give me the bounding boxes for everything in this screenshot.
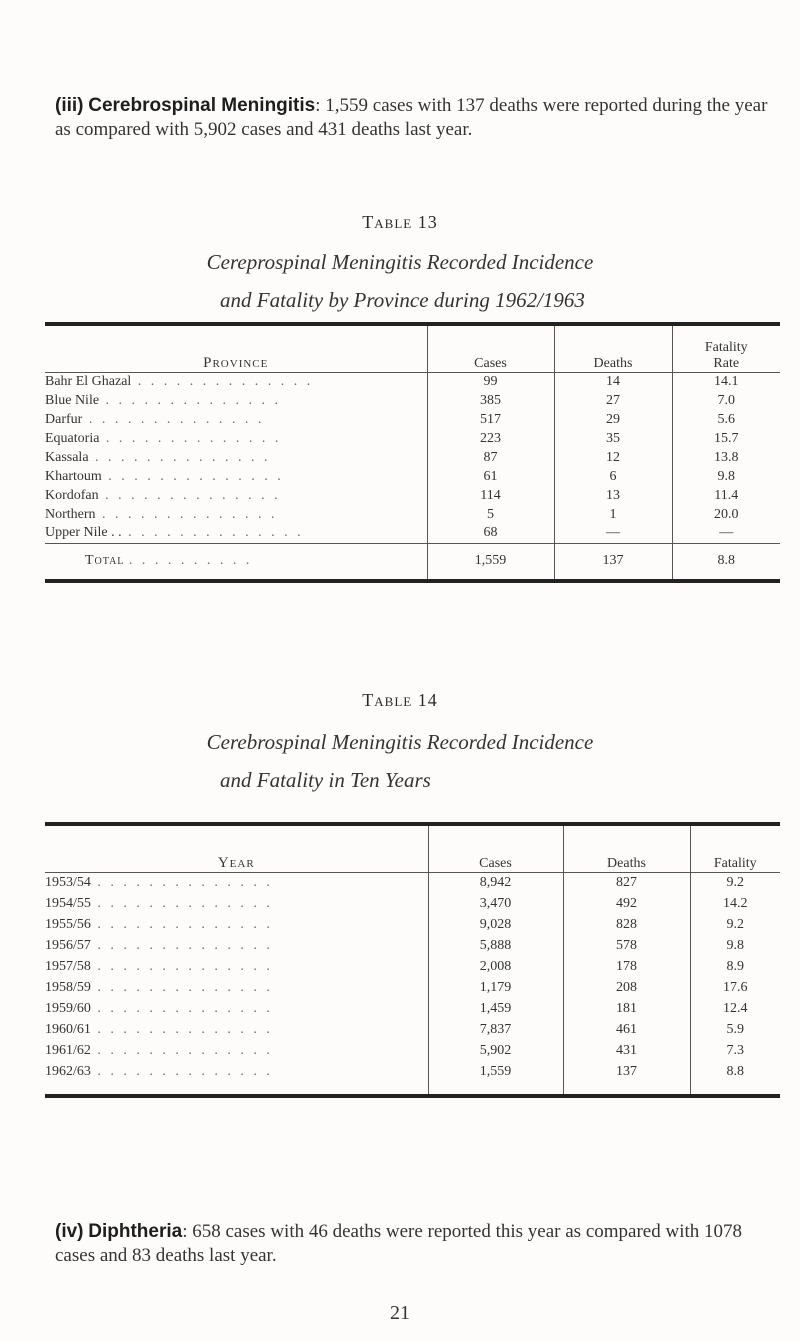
- table-row: [45, 486, 780, 505]
- table13-row-cases: 114: [427, 486, 554, 505]
- table14-row-cases: 8,942: [428, 872, 563, 893]
- table14-row-label: 1953/54 . . . . . . . . . . . . . .: [45, 874, 273, 890]
- table14-row-rate: 9.2: [690, 914, 780, 935]
- section-text: : 658 cases with 46 deaths were reported this year as compared with 1078 cases and 83 deaths last year.: [55, 1221, 743, 1266]
- table-row: [45, 914, 780, 935]
- table14-row-rate: 12.4: [690, 998, 780, 1019]
- table14-row-cases: 9,028: [428, 914, 563, 935]
- table-row: [45, 935, 780, 956]
- table13-row-deaths: 1: [554, 505, 672, 524]
- table13-row-deaths: 29: [554, 410, 672, 429]
- table13-header-cases: Cases: [427, 326, 554, 372]
- table14-row-deaths: 178: [563, 956, 690, 977]
- table13-row-cases: 385: [427, 391, 554, 410]
- table14-row-cases: 5,888: [428, 935, 563, 956]
- table13-row-cases: 223: [427, 429, 554, 448]
- table13-row-cases: 61: [427, 467, 554, 486]
- table14-row-cases: 5,902: [428, 1040, 563, 1061]
- table14-row-deaths: 492: [563, 893, 690, 914]
- table13-row-rate: 5.6: [672, 410, 780, 429]
- table13-row-cases: 68: [427, 524, 554, 543]
- table-row: [45, 505, 780, 524]
- table14-row-label: 1954/55 . . . . . . . . . . . . . .: [45, 895, 273, 911]
- table-row: [45, 410, 780, 429]
- table13-row-rate: 9.8: [672, 467, 780, 486]
- table13-number: Table 13: [362, 212, 438, 232]
- table14-row-cases: 1,559: [428, 1061, 563, 1082]
- table14-row-cases: 1,179: [428, 977, 563, 998]
- meningitis-paragraph: [55, 94, 775, 142]
- page-number: 21: [390, 1302, 410, 1324]
- table14-header-deaths: Deaths: [563, 826, 690, 872]
- table13-row-rate: 13.8: [672, 448, 780, 467]
- table13-row-rate: —: [672, 524, 780, 543]
- table13-total-label: Total . . . . . . . . . .: [45, 543, 427, 579]
- table14-row-rate: 5.9: [690, 1019, 780, 1040]
- table14: [45, 822, 780, 1098]
- table13-row-rate: 7.0: [672, 391, 780, 410]
- table14-row-deaths: 828: [563, 914, 690, 935]
- table-row: [45, 467, 780, 486]
- table13-row-rate: 20.0: [672, 505, 780, 524]
- table-row: [45, 977, 780, 998]
- section-marker: (iii): [55, 95, 84, 116]
- table14-row-label: 1957/58 . . . . . . . . . . . . . .: [45, 958, 273, 974]
- table14-row-rate: 8.8: [690, 1061, 780, 1082]
- table14-row-rate: 9.2: [690, 872, 780, 893]
- table13-row-label: Khartoum . . . . . . . . . . . . . .: [45, 468, 284, 484]
- table13-row-label: Darfur . . . . . . . . . . . . . .: [45, 411, 265, 427]
- table14-row-deaths: 461: [563, 1019, 690, 1040]
- table13-header-province: Province: [45, 326, 427, 372]
- table13-row-cases: 5: [427, 505, 554, 524]
- table14-header-year: Year: [45, 826, 428, 872]
- diphtheria-paragraph: [55, 1220, 775, 1268]
- table13-total-deaths: 137: [554, 543, 672, 579]
- table-row: [45, 956, 780, 977]
- table13-row-deaths: 14: [554, 372, 672, 391]
- table13-row-cases: 517: [427, 410, 554, 429]
- table13: [45, 322, 780, 583]
- table13-row-deaths: —: [554, 524, 672, 543]
- table13-row-label: Bahr El Ghazal . . . . . . . . . . . . . .: [45, 373, 314, 389]
- table13-header-fatality: Fatality Rate: [672, 326, 780, 372]
- table13-row-rate: 15.7: [672, 429, 780, 448]
- table14-row-deaths: 827: [563, 872, 690, 893]
- section-marker: (iv): [55, 1221, 84, 1242]
- table13-row-deaths: 12: [554, 448, 672, 467]
- table13-row-label: Equatoria . . . . . . . . . . . . . .: [45, 430, 282, 446]
- table14-row-deaths: 137: [563, 1061, 690, 1082]
- table13-caption-2: and Fatality by Province during 1962/1963: [220, 288, 585, 312]
- table14-row-rate: 14.2: [690, 893, 780, 914]
- table14-row-label: 1961/62 . . . . . . . . . . . . . .: [45, 1042, 273, 1058]
- table13-row-label: Upper Nile . . . . . . . . . . . . . . . .: [45, 525, 304, 541]
- table13-row-label: Kordofan . . . . . . . . . . . . . .: [45, 487, 281, 503]
- table-row: [45, 872, 780, 893]
- table14-caption-2: and Fatality in Ten Years: [220, 768, 431, 792]
- table14-row-deaths: 431: [563, 1040, 690, 1061]
- table-row: [45, 524, 780, 543]
- table14-row-rate: 17.6: [690, 977, 780, 998]
- table-row: [45, 391, 780, 410]
- table13-row-rate: 14.1: [672, 372, 780, 391]
- table14-row-deaths: 578: [563, 935, 690, 956]
- table14-row-deaths: 208: [563, 977, 690, 998]
- section-text: : 1,559 cases with 137 deaths were reported during the year as compared with 5,902 cases and 431 deaths last year.: [55, 95, 768, 140]
- table-row: [45, 893, 780, 914]
- table14-header-fatality: Fatality: [690, 826, 780, 872]
- table13-caption-1: Cereprospinal Meningitis Recorded Incidence: [206, 250, 594, 274]
- table14-row-label: 1958/59 . . . . . . . . . . . . . .: [45, 979, 273, 995]
- table-row: [45, 372, 780, 391]
- table14-number: Table 14: [362, 690, 438, 710]
- table-row: [45, 1019, 780, 1040]
- table14-row-cases: 1,459: [428, 998, 563, 1019]
- section-heading: Cerebrospinal Meningitis: [88, 95, 316, 116]
- table-row: [45, 448, 780, 467]
- table13-total-rate: 8.8: [672, 543, 780, 579]
- table13-row-deaths: 27: [554, 391, 672, 410]
- table14-row-label: 1959/60 . . . . . . . . . . . . . .: [45, 1000, 273, 1016]
- table13-header-deaths: Deaths: [554, 326, 672, 372]
- section-heading: Diphtheria: [88, 1221, 183, 1242]
- table14-header-cases: Cases: [428, 826, 563, 872]
- table14-row-label: 1960/61 . . . . . . . . . . . . . .: [45, 1021, 273, 1037]
- table-row: [45, 998, 780, 1019]
- table-row: [45, 1040, 780, 1061]
- table14-row-label: 1962/63 . . . . . . . . . . . . . .: [45, 1063, 273, 1079]
- table14-row-rate: 9.8: [690, 935, 780, 956]
- table14-row-rate: 7.3: [690, 1040, 780, 1061]
- table-row: [45, 429, 780, 448]
- table13-row-deaths: 35: [554, 429, 672, 448]
- table13-row-cases: 87: [427, 448, 554, 467]
- table14-row-rate: 8.9: [690, 956, 780, 977]
- table-row: [45, 1061, 780, 1082]
- table14-caption-1: Cerebrospinal Meningitis Recorded Incidence: [206, 730, 594, 754]
- table13-row-deaths: 6: [554, 467, 672, 486]
- table13-row-label: Kassala . . . . . . . . . . . . . .: [45, 449, 271, 465]
- table14-row-cases: 3,470: [428, 893, 563, 914]
- table13-row-label: Blue Nile . . . . . . . . . . . . . .: [45, 392, 282, 408]
- table14-row-label: 1955/56 . . . . . . . . . . . . . .: [45, 916, 273, 932]
- table13-total-cases: 1,559: [427, 543, 554, 579]
- table13-row-rate: 11.4: [672, 486, 780, 505]
- table13-row-label: Northern . . . . . . . . . . . . . .: [45, 506, 278, 522]
- table13-row-deaths: 13: [554, 486, 672, 505]
- table14-row-cases: 7,837: [428, 1019, 563, 1040]
- table14-row-deaths: 181: [563, 998, 690, 1019]
- table14-row-cases: 2,008: [428, 956, 563, 977]
- table14-row-label: 1956/57 . . . . . . . . . . . . . .: [45, 937, 273, 953]
- table13-row-cases: 99: [427, 372, 554, 391]
